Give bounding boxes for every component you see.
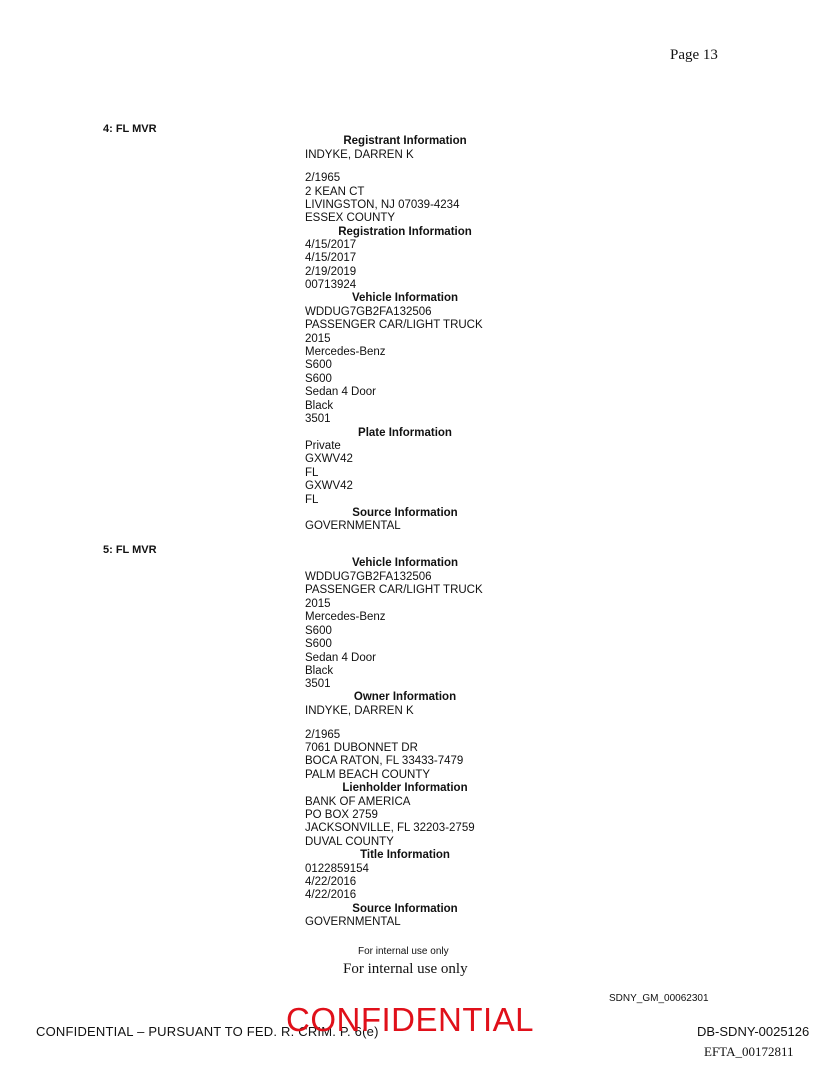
field-value: GOVERNMENTAL bbox=[305, 916, 401, 928]
field-value: PASSENGER CAR/LIGHT TRUCK bbox=[305, 584, 483, 596]
section-header: 5: FL MVR bbox=[103, 544, 157, 556]
address-line: DUVAL COUNTY bbox=[305, 836, 394, 848]
address-line: PALM BEACH COUNTY bbox=[305, 769, 431, 781]
bates-number: SDNY_GM_00062301 bbox=[609, 993, 709, 1004]
page-number: Page 13 bbox=[670, 47, 718, 63]
field-value: 4/15/2017 bbox=[305, 239, 357, 251]
field-value: 2/1965 bbox=[305, 172, 341, 184]
field-value: FL bbox=[305, 467, 319, 479]
field-value: GOVERNMENTAL bbox=[305, 520, 401, 532]
subsection-owner-info: Owner Information bbox=[353, 691, 457, 703]
field-value: PASSENGER CAR/LIGHT TRUCK bbox=[305, 319, 483, 331]
field-value: 4/15/2017 bbox=[305, 252, 357, 264]
field-value: INDYKE, DARREN K bbox=[305, 149, 414, 161]
field-value: 3501 bbox=[305, 413, 331, 425]
address-line: ESSEX COUNTY bbox=[305, 212, 396, 224]
subsection-registrant-info: Registrant Information bbox=[343, 135, 467, 147]
field-value: 2 KEAN CT bbox=[305, 186, 365, 198]
field-value: PO BOX 2759 bbox=[305, 809, 378, 821]
field-value: 4/22/2016 bbox=[305, 889, 357, 901]
field-value: 00713924 bbox=[305, 279, 357, 291]
field-value: Mercedes-Benz bbox=[305, 611, 386, 623]
subsection-title-info: Title Information bbox=[360, 849, 450, 861]
field-value: S600 bbox=[305, 625, 332, 637]
field-value: 7061 DUBONNET DR bbox=[305, 742, 418, 754]
address-line: LIVINGSTON, NJ 07039-4234 bbox=[305, 199, 460, 211]
address-line: BOCA RATON, FL 33433-7479 bbox=[305, 755, 464, 767]
subsection-registration-info: Registration Information bbox=[338, 226, 472, 238]
field-value: Sedan 4 Door bbox=[305, 652, 376, 664]
section-header: 4: FL MVR bbox=[103, 123, 157, 135]
field-value: Private bbox=[305, 440, 341, 452]
confidential-stamp: CONFIDENTIAL bbox=[286, 1001, 535, 1038]
field-value: 2/19/2019 bbox=[305, 266, 357, 278]
field-value: 4/22/2016 bbox=[305, 876, 357, 888]
internal-use-note-large: For internal use only bbox=[343, 961, 468, 977]
field-value: S600 bbox=[305, 373, 332, 385]
subsection-vehicle-info: Vehicle Information bbox=[351, 557, 459, 569]
field-value: GXWV42 bbox=[305, 453, 353, 465]
field-value: S600 bbox=[305, 359, 332, 371]
field-value: BANK OF AMERICA bbox=[305, 796, 411, 808]
field-value: Black bbox=[305, 400, 334, 412]
field-value: Mercedes-Benz bbox=[305, 346, 386, 358]
field-value: 2015 bbox=[305, 333, 331, 345]
field-value: Sedan 4 Door bbox=[305, 386, 376, 398]
subsection-lienholder-info: Lienholder Information bbox=[342, 782, 468, 794]
field-value: WDDUG7GB2FA132506 bbox=[305, 571, 432, 583]
subsection-source-info: Source Information bbox=[352, 507, 458, 519]
field-value: 0122859154 bbox=[305, 863, 369, 875]
field-value: FL bbox=[305, 494, 319, 506]
field-value: Black bbox=[305, 665, 334, 677]
field-value: INDYKE, DARREN K bbox=[305, 705, 414, 717]
efta-number: EFTA_00172811 bbox=[704, 1044, 794, 1059]
address-line: JACKSONVILLE, FL 32203-2759 bbox=[305, 822, 475, 834]
bates-number-secondary: DB-SDNY-0025126 bbox=[697, 1024, 810, 1039]
field-value: S600 bbox=[305, 638, 332, 650]
field-value: 2015 bbox=[305, 598, 331, 610]
confidentiality-notice: CONFIDENTIAL – PURSUANT TO FED. R. CRIM. P. 6(e) bbox=[36, 1024, 379, 1039]
subsection-vehicle-info: Vehicle Information bbox=[351, 292, 459, 304]
field-value: 2/1965 bbox=[305, 729, 341, 741]
subsection-plate-info: Plate Information bbox=[358, 427, 452, 439]
subsection-source-info: Source Information bbox=[352, 903, 458, 915]
internal-use-note: For internal use only bbox=[358, 946, 449, 957]
field-value: 3501 bbox=[305, 678, 331, 690]
field-value: WDDUG7GB2FA132506 bbox=[305, 306, 432, 318]
field-value: GXWV42 bbox=[305, 480, 353, 492]
